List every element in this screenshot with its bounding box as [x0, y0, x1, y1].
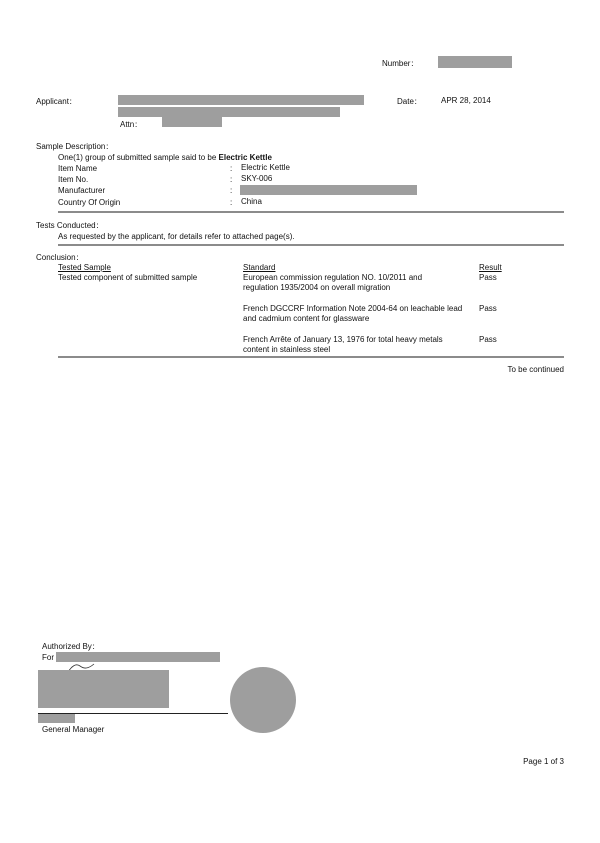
- field-label-manufacturer: Manufacturer: [58, 186, 106, 195]
- signatory-title: General Manager: [42, 725, 105, 734]
- field-value-item-name: Electric Kettle: [241, 163, 290, 172]
- row-standard: French DGCCRF Information Note 2004-64 on leachable lead and cadmium content for glassware: [243, 304, 463, 323]
- row-result: Pass: [479, 304, 497, 313]
- field-label-country: Country Of Origin: [58, 198, 121, 207]
- field-label-item-no: Item No.: [58, 175, 89, 184]
- to-be-continued: To be continued: [507, 365, 564, 374]
- signature-redacted: [38, 670, 169, 708]
- field-sep-item-no: :: [230, 175, 233, 184]
- applicant-address-redacted: [118, 107, 340, 117]
- col-header-result: Result: [479, 263, 502, 272]
- field-value-country: China: [241, 197, 262, 206]
- col-header-standard: Standard: [243, 263, 276, 272]
- field-sep-item-name: :: [230, 164, 233, 173]
- row-standard: European commission regulation NO. 10/2011 and regulation 1935/2004 on overall migration: [243, 273, 423, 292]
- tests-text: As requested by the applicant, for details refer to attached page(s).: [58, 232, 295, 241]
- for-label: For: [42, 653, 54, 662]
- sample-intro-product: Electric Kettle: [218, 153, 272, 162]
- separator-line: [58, 355, 564, 359]
- row-tested-sample: Tested component of submitted sample: [58, 273, 198, 282]
- authorized-by-label: Authorized By：: [42, 642, 100, 651]
- field-label-item-name: Item Name: [58, 164, 98, 173]
- signatory-name-redacted: [38, 714, 75, 723]
- sample-intro-text: One(1) group of submitted sample said to be: [58, 153, 219, 162]
- attn-label: Attn：: [120, 120, 143, 129]
- applicant-label: Applicant：: [36, 97, 77, 106]
- separator-line: [58, 243, 564, 247]
- field-value-item-no: SKY-006: [241, 174, 273, 183]
- row-result: Pass: [479, 273, 497, 282]
- sample-intro: [58, 153, 272, 163]
- separator-line: [58, 210, 564, 214]
- conclusion-heading: Conclusion：: [36, 253, 84, 262]
- field-sep-country: :: [230, 198, 233, 207]
- manufacturer-value-redacted: [240, 185, 417, 195]
- tests-heading: Tests Conducted：: [36, 221, 104, 230]
- date-value: APR 28, 2014: [441, 96, 491, 105]
- sample-heading: Sample Description：: [36, 142, 114, 151]
- number-label: Number：: [382, 59, 419, 68]
- field-sep-manufacturer: :: [230, 186, 233, 195]
- row-standard: French Arrête of January 13, 1976 for total heavy metals content in stainless steel: [243, 335, 443, 354]
- attn-name-redacted: [162, 117, 222, 127]
- date-label: Date：: [397, 97, 422, 106]
- page-number: Page 1 of 3: [523, 757, 564, 766]
- stamp-redacted: [230, 667, 296, 733]
- row-result: Pass: [479, 335, 497, 344]
- col-header-tested-sample: Tested Sample: [58, 263, 111, 272]
- applicant-name-redacted: [118, 95, 364, 105]
- number-value-redacted: [438, 56, 512, 68]
